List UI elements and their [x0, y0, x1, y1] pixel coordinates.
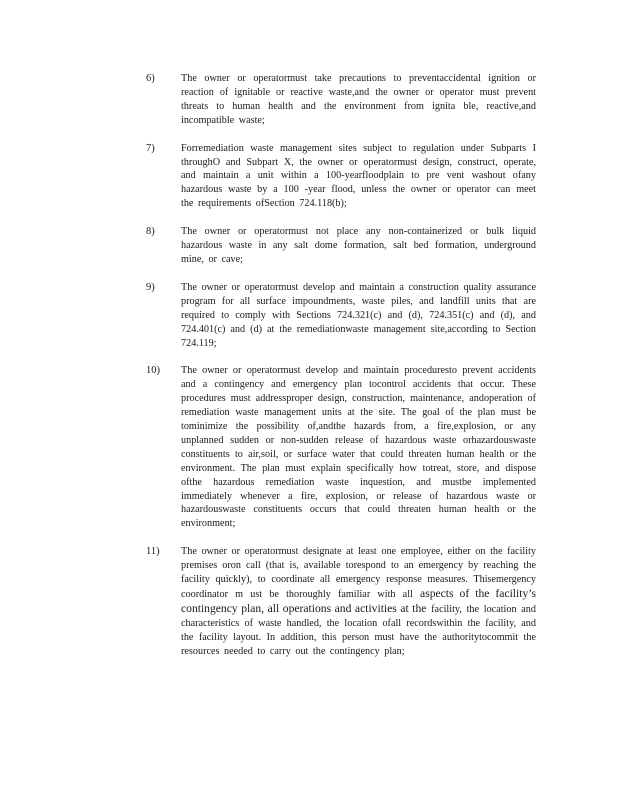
list-item-7 [146, 142, 536, 212]
item-number: 6) [146, 73, 155, 84]
item-text: The owner or operatormust develop and maintain proceduresto prevent accidents and a contingency and emergency plan tocontrol accidents that occur. These procedures must addressproper design, construction, maintenance, andoperation of remediation waste management units at the site. The goal of the plan must be tominimize the possibility of,andthe hazards from, a fire,explosion, or any unplanned sudden or non-sudden release of hazardous waste orhazardouswaste constituents to air,soil, or surface water that could threaten human health or the environment. The plan must explain specifically how totreat, store, and dispose ofthe hazardous remediation waste inquestion, and mustbe implemented immediately whenever a fire, explosion, or release of hazardous waste or hazardouswaste constituents occurs that could threaten human health or the environment; [181, 365, 536, 530]
item-text: The owner or operatormust take precautions to preventaccidental ignition or reaction of ignitable or reactive waste,and the owner or operator must prevent threats to human health and the environment from ignita ble, reactive,and incompatible waste; [181, 73, 536, 126]
list-item-10 [146, 364, 536, 531]
numbered-list [146, 72, 536, 673]
list-item-6 [146, 72, 536, 128]
item-text-part-2-large: aspects of the facility’s contingency plan, all operations and activities at the [181, 587, 536, 615]
item-number: 10) [146, 365, 160, 377]
list-item-9 [146, 281, 536, 351]
item-number: 7) [146, 142, 155, 154]
list-item-8 [146, 225, 536, 267]
item-text-part-3: facility, the location and characteristics of waste handled, the location ofall recordswithin the facility, and the facility layout. In addition, this person must have the authoritytocommit the resources needed to carry out the contingency plan; [181, 603, 536, 657]
item-number: 8) [146, 226, 155, 238]
item-text: Forremediation waste management sites subject to regulation under Subparts I throughO and Subpart X, the owner or operatormust design, construct, operate, and maintain a unit within a 100-yearfloodplain to pre vent washout ofany hazardous waste by a 100 -year flood, unless the owner or operator can meet the requirements ofSection 724.118(b); [181, 142, 536, 210]
item-number: 11) [146, 546, 160, 558]
item-text-part-1: The owner or operatormust designate at least one employee, either on the facility premises oron call (that is, available torespond to an emergency by reaching the facility quickly), to coordinate all emergency response measures. Thisemergency coordinator m ust be thoroughly familiar with all [181, 546, 536, 600]
item-text [181, 545, 536, 658]
item-number: 9) [146, 281, 155, 293]
item-text: The owner or operatormust develop and maintain a construction quality assurance program for all surface impoundments, waste piles, and landfill units that are required to comply with Sections 724.321(c) and (d), 724.351(c) and (d), and 724.401(c) and (d) at the remediationwaste management site,according to Section 724.119; [181, 281, 536, 349]
list-item-11 [146, 545, 536, 658]
item-text: The owner or operatormust not place any non-containerized or bulk liquid hazardous waste in any salt dome formation, salt bed formation, underground mine, or cave; [181, 226, 536, 265]
